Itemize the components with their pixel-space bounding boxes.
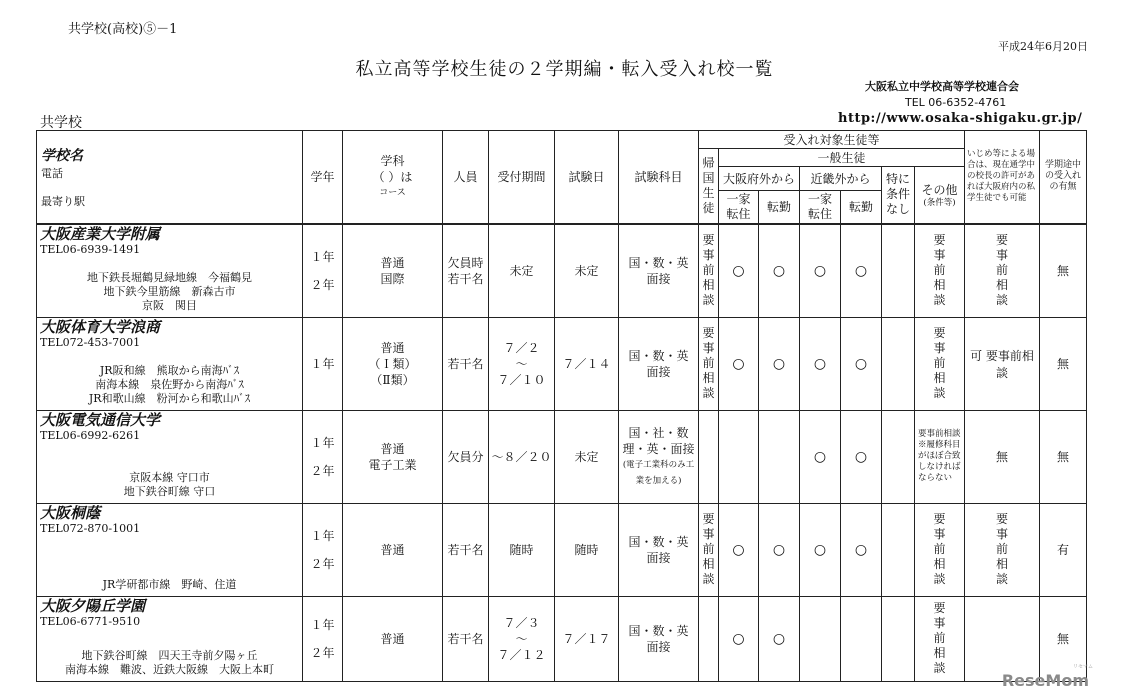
station-line: 京阪本線 守口市 xyxy=(129,470,210,484)
school-name: 大阪桐蔭 xyxy=(40,503,101,522)
midterm-cell: 無 xyxy=(1040,224,1087,318)
subjects-cell xyxy=(619,410,699,503)
period-cell xyxy=(489,224,555,318)
mark-cell: ○ xyxy=(719,224,759,318)
midterm-cell: 無 xyxy=(1040,410,1087,503)
grade: １年 xyxy=(310,249,335,264)
mark-cell xyxy=(841,596,882,681)
period-line: 未定 xyxy=(509,263,534,278)
header-returnee: 帰国生徒 xyxy=(699,149,719,224)
capacity-line: 欠員分 xyxy=(447,449,484,464)
mark-cell: ○ xyxy=(800,503,841,596)
subject-note: (電子工業科のみ工業を加える) xyxy=(622,459,695,486)
school-name: 大阪産業大学附属 xyxy=(40,224,161,243)
school-stations xyxy=(37,471,302,499)
subjects-cell xyxy=(619,224,699,318)
period-line: ７／２ xyxy=(503,340,540,355)
grade: １年 xyxy=(310,435,335,450)
subject-line: 国・数・英 xyxy=(628,534,689,549)
exam-day-cell: 未定 xyxy=(555,224,619,318)
capacity-cell xyxy=(443,596,489,681)
school-name: 大阪電気通信大学 xyxy=(40,410,161,429)
mark-cell: ○ xyxy=(759,503,800,596)
period-line: ～８／２０ xyxy=(491,449,552,464)
subjects-cell xyxy=(619,503,699,596)
period-line: ７／３ xyxy=(503,615,540,630)
school-phone: TEL072-453-7001 xyxy=(40,335,141,349)
grade: ２年 xyxy=(310,556,335,571)
header-school-name: 学校名 xyxy=(41,147,83,164)
mark-cell: ○ xyxy=(800,410,841,503)
capacity-line: 若干名 xyxy=(447,271,484,286)
station-line: 地下鉄今里筋線 新森古市 xyxy=(103,284,236,298)
subject-line: 理・英・面接 xyxy=(622,441,695,456)
bullying-cell: 要事前相談 xyxy=(965,503,1040,596)
school-row xyxy=(37,224,1087,318)
dept-line: 普通 xyxy=(380,441,405,456)
document-label: 共学校(高校)⑤－1 xyxy=(68,22,178,37)
school-stations xyxy=(37,578,302,592)
dept-line: 普通 xyxy=(380,255,405,270)
header-outside-kinki: 近畿外から xyxy=(800,167,882,191)
subject-line: 面接 xyxy=(646,550,671,565)
returnee-cell: 要事前相談 xyxy=(699,317,719,410)
returnee-cell xyxy=(699,410,719,503)
subjects-cell xyxy=(619,596,699,681)
other-cell: 要事前相談 ※履修科目がほぼ合致しなければならない xyxy=(915,410,965,503)
school-phone: TEL06-6939-1491 xyxy=(40,242,141,256)
school-stations xyxy=(37,364,302,406)
exam-day-cell: 未定 xyxy=(555,410,619,503)
school-info-cell xyxy=(37,317,303,410)
other-cell: 要事前相談 xyxy=(915,503,965,596)
mark-cell: ○ xyxy=(719,317,759,410)
header-bullying: いじめ等による場合は、現在通学中の校長の許可があれば大阪府内の私学生徒でも可能 xyxy=(965,131,1040,224)
subject-line: 国・社・数 xyxy=(628,425,689,440)
header-grade: 学年 xyxy=(303,131,343,224)
station-line: 南海本線 難波、近鉄大阪線 大阪上本町 xyxy=(65,662,274,676)
mark-cell: ○ xyxy=(759,317,800,410)
capacity-cell xyxy=(443,410,489,503)
grade: ２年 xyxy=(310,463,335,478)
grade-cell xyxy=(303,410,343,503)
bullying-cell xyxy=(965,596,1040,681)
capacity-line: 若干名 xyxy=(447,542,484,557)
subject-line: 面接 xyxy=(646,364,671,379)
capacity-cell xyxy=(443,224,489,318)
mark-cell: ○ xyxy=(759,596,800,681)
school-stations xyxy=(37,649,302,677)
period-cell xyxy=(489,317,555,410)
station-line: JR阪和線 熊取から南海ﾊﾞｽ xyxy=(99,363,240,377)
school-stations xyxy=(37,271,302,313)
station-line: 地下鉄長堀鶴見緑地線 今福鶴見 xyxy=(87,270,252,284)
header-dept-line2: （ ）は xyxy=(372,169,413,184)
mark-cell: ○ xyxy=(841,410,882,503)
mark-cell: ○ xyxy=(841,503,882,596)
school-info-cell xyxy=(37,503,303,596)
station-line: 京阪 関目 xyxy=(142,298,197,312)
station-line: JR学研都市線 野崎、住道 xyxy=(102,577,237,591)
exam-day-cell: ７／１７ xyxy=(555,596,619,681)
capacity-cell xyxy=(443,503,489,596)
school-row xyxy=(37,503,1087,596)
dept-cell xyxy=(343,503,443,596)
header-family-move-1: 一家転住 xyxy=(719,191,759,224)
header-other: その他 (条件等) xyxy=(915,167,965,224)
subject-line: 国・数・英 xyxy=(628,623,689,638)
station-line: 地下鉄谷町線 守口 xyxy=(123,484,216,498)
dept-line: （Ⅱ類） xyxy=(370,372,415,387)
period-line: 随時 xyxy=(509,542,534,557)
returnee-cell: 要事前相談 xyxy=(699,224,719,318)
resemom-watermark: ReseMom リセマム xyxy=(1001,664,1093,690)
other-cell: 要事前相談 xyxy=(915,596,965,681)
school-row xyxy=(37,596,1087,681)
school-row xyxy=(37,410,1087,503)
exam-day-cell: 随時 xyxy=(555,503,619,596)
capacity-cell xyxy=(443,317,489,410)
mark-cell xyxy=(882,317,915,410)
header-job-transfer-2: 転勤 xyxy=(841,191,882,224)
period-line: ～ xyxy=(515,631,528,646)
grade: １年 xyxy=(310,528,335,543)
dept-line: 国際 xyxy=(380,271,405,286)
period-cell xyxy=(489,503,555,596)
header-job-transfer-1: 転勤 xyxy=(759,191,800,224)
header-subjects: 試験科目 xyxy=(619,131,699,224)
subject-line: 国・数・英 xyxy=(628,348,689,363)
mark-cell xyxy=(882,596,915,681)
school-name: 大阪夕陽丘学園 xyxy=(40,596,146,615)
organization-phone: TEL 06-6352-4761 xyxy=(905,96,1007,109)
dept-line: 普通 xyxy=(380,631,405,646)
dept-cell xyxy=(343,317,443,410)
document-date: 平成24年6月20日 xyxy=(998,40,1088,53)
header-phone: 電話 xyxy=(41,166,63,180)
mark-cell xyxy=(800,596,841,681)
grade-cell xyxy=(303,596,343,681)
header-midterm: 学期途中の受入れの有無 xyxy=(1040,131,1087,224)
school-info-cell xyxy=(37,596,303,681)
header-dept xyxy=(343,131,443,224)
header-exam-day: 試験日 xyxy=(555,131,619,224)
station-line: 地下鉄谷町線 四天王寺前夕陽ヶ丘 xyxy=(81,648,258,662)
grade: １年 xyxy=(310,356,335,371)
school-phone: TEL06-6771-9510 xyxy=(40,614,141,628)
dept-line: 電子工業 xyxy=(368,457,417,472)
subject-line: 面接 xyxy=(646,271,671,286)
other-cell: 要事前相談 xyxy=(915,317,965,410)
header-station: 最寄り駅 xyxy=(41,194,85,208)
section-label: 共学校 xyxy=(40,115,82,131)
dept-line: 普通 xyxy=(380,542,405,557)
school-phone: TEL072-870-1001 xyxy=(40,521,141,535)
header-no-condition: 特に条件なし xyxy=(882,167,915,224)
midterm-cell: 無 xyxy=(1040,596,1087,681)
grade: ２年 xyxy=(310,277,335,292)
header-period: 受付期間 xyxy=(489,131,555,224)
bullying-cell: 可 要事前相談 xyxy=(965,317,1040,410)
period-cell xyxy=(489,596,555,681)
header-school-cell xyxy=(37,131,303,224)
header-general: 一般生徒 xyxy=(719,149,965,167)
school-phone: TEL06-6992-6261 xyxy=(40,428,141,442)
dept-cell xyxy=(343,596,443,681)
school-row xyxy=(37,317,1087,410)
mark-cell: ○ xyxy=(719,596,759,681)
subject-line: 国・数・英 xyxy=(628,255,689,270)
capacity-line: 若干名 xyxy=(447,631,484,646)
mark-cell xyxy=(719,410,759,503)
mark-cell: ○ xyxy=(841,224,882,318)
school-info-cell xyxy=(37,224,303,318)
grade: ２年 xyxy=(310,645,335,660)
header-dept-line3: コース xyxy=(379,187,406,198)
header-dept-line1: 学科 xyxy=(380,153,405,168)
header-target: 受入れ対象生徒等 xyxy=(699,131,965,149)
organization-url[interactable]: http://www.osaka-shigaku.gr.jp/ xyxy=(838,111,1083,126)
period-cell xyxy=(489,410,555,503)
mark-cell: ○ xyxy=(719,503,759,596)
station-line: 南海本線 泉佐野から南海ﾊﾞｽ xyxy=(95,377,244,391)
other-cell: 要事前相談 xyxy=(915,224,965,318)
exam-day-cell: ７／１４ xyxy=(555,317,619,410)
returnee-cell: 要事前相談 xyxy=(699,503,719,596)
grade-cell xyxy=(303,503,343,596)
mark-cell xyxy=(882,503,915,596)
mark-cell xyxy=(759,410,800,503)
header-family-move-2: 一家転住 xyxy=(800,191,841,224)
station-line: JR和歌山線 粉河から和歌山ﾊﾞｽ xyxy=(88,391,251,405)
school-name: 大阪体育大学浪商 xyxy=(40,317,161,336)
grade-cell xyxy=(303,317,343,410)
dept-cell xyxy=(343,410,443,503)
subjects-cell xyxy=(619,317,699,410)
period-line: ～ xyxy=(515,356,528,371)
capacity-line: 欠員時 xyxy=(447,255,484,270)
dept-line: （Ｉ類） xyxy=(368,356,417,371)
mark-cell: ○ xyxy=(841,317,882,410)
header-in-osaka: 大阪府外から xyxy=(719,167,800,191)
subject-line: 面接 xyxy=(646,639,671,654)
grade: １年 xyxy=(310,617,335,632)
organization-name: 大阪私立中学校高等学校連合会 xyxy=(865,80,1019,93)
mark-cell xyxy=(882,410,915,503)
document-title: 私立高等学校生徒の２学期編・転入受入れ校一覧 xyxy=(355,59,774,80)
mark-cell: ○ xyxy=(800,317,841,410)
mark-cell: ○ xyxy=(800,224,841,318)
school-table xyxy=(36,130,1087,682)
grade-cell xyxy=(303,224,343,318)
midterm-cell: 有 xyxy=(1040,503,1087,596)
bullying-cell: 無 xyxy=(965,410,1040,503)
period-line: ７／１０ xyxy=(497,372,546,387)
capacity-line: 若干名 xyxy=(447,356,484,371)
school-info-cell xyxy=(37,410,303,503)
bullying-cell: 要事前相談 xyxy=(965,224,1040,318)
dept-cell xyxy=(343,224,443,318)
header-capacity: 人員 xyxy=(443,131,489,224)
period-line: ７／１２ xyxy=(497,647,546,662)
midterm-cell: 無 xyxy=(1040,317,1087,410)
returnee-cell xyxy=(699,596,719,681)
dept-line: 普通 xyxy=(380,340,405,355)
mark-cell xyxy=(882,224,915,318)
mark-cell: ○ xyxy=(759,224,800,318)
